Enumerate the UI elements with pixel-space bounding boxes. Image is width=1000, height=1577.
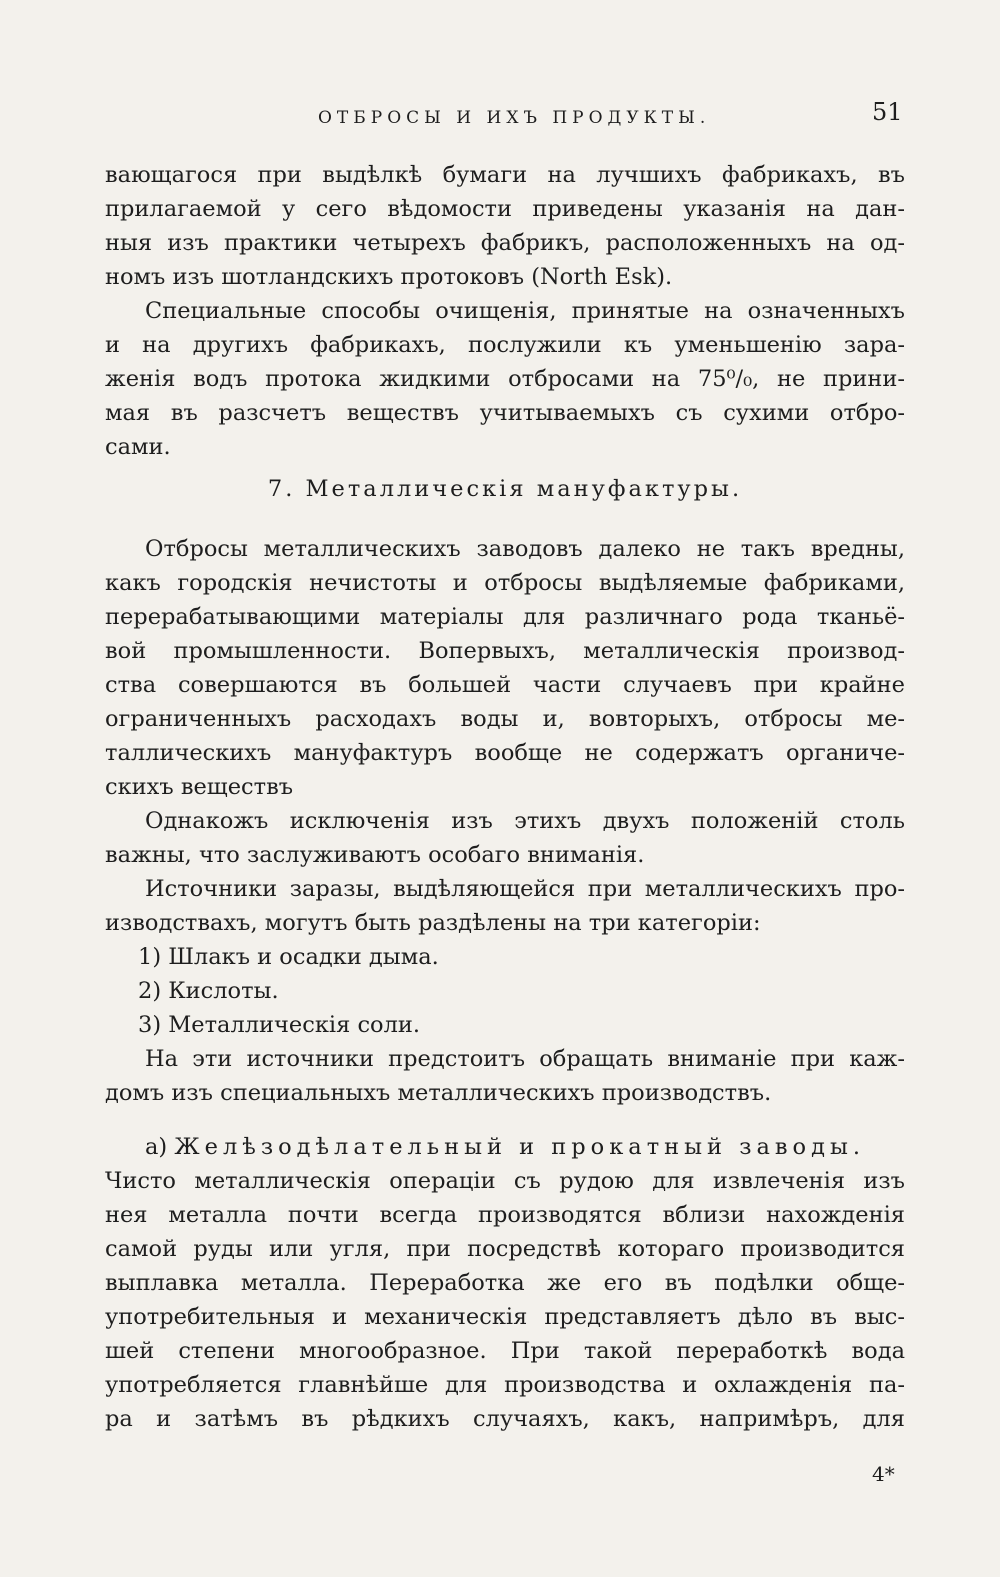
text-line: шей степени многообразное. При такой переработкѣ вода bbox=[105, 1338, 905, 1364]
text-line: изводствахъ, могутъ быть раздѣлены на три категоріи: bbox=[105, 910, 761, 936]
text-line: ограниченныхъ расходахъ воды и, вовторыхъ, отбросы ме- bbox=[105, 706, 905, 732]
text-line: перерабатывающими матеріалы для различнаго рода тканьё- bbox=[105, 604, 905, 630]
text-line: женія водъ протока жидкими отбросами на 75⁰/₀, не прини- bbox=[105, 366, 905, 392]
text-line: Чисто металлическія операціи съ рудою для извлеченія изъ bbox=[105, 1168, 905, 1194]
text-line: важны, что заслуживаютъ особаго вниманія. bbox=[105, 842, 645, 868]
text-line: вой промышленности. Вопервыхъ, металлическія производ- bbox=[105, 638, 905, 664]
text-line: мая въ разсчетъ веществъ учитываемыхъ съ сухими отбро- bbox=[105, 400, 905, 426]
subsection-title: Желѣзодѣлательный и прокатный заводы. bbox=[174, 1134, 866, 1160]
text-line: таллическихъ мануфактуръ вообще не содержатъ органиче- bbox=[105, 740, 905, 766]
text-line: ныя изъ практики четырехъ фабрикъ, расположенныхъ на од- bbox=[105, 230, 905, 256]
text-line: Отбросы металлическихъ заводовъ далеко не такъ вредны, bbox=[145, 536, 905, 562]
section-heading: 7. Металлическія мануфактуры. bbox=[267, 476, 743, 502]
text-line: домъ изъ специальныхъ металлическихъ производствъ. bbox=[105, 1080, 772, 1106]
list-item: 2) Кислоты. bbox=[138, 978, 279, 1004]
page-number: 51 bbox=[872, 98, 903, 126]
list-item: 3) Металлическія соли. bbox=[138, 1012, 421, 1038]
text-line: скихъ веществъ bbox=[105, 774, 294, 800]
text-line: вающагося при выдѣлкѣ бумаги на лучшихъ фабрикахъ, въ bbox=[105, 162, 905, 188]
text-line: выплавка металла. Переработка же его въ подѣлки обще- bbox=[105, 1270, 905, 1296]
text-line: Источники заразы, выдѣляющейся при металлическихъ про- bbox=[145, 876, 905, 902]
list-item: 1) Шлакъ и осадки дыма. bbox=[138, 944, 439, 970]
text-line: Однакожъ исключенія изъ этихъ двухъ положеній столь bbox=[145, 808, 905, 834]
text-line: номъ изъ шотландскихъ протоковъ (North Esk). bbox=[105, 264, 673, 290]
text-line: и на другихъ фабрикахъ, послужили къ уменьшенію зара- bbox=[105, 332, 905, 358]
subsection-label: a) bbox=[145, 1134, 168, 1160]
body-text bbox=[105, 158, 905, 1436]
text-line: На эти источники предстоитъ обращать вниманіе при каж- bbox=[145, 1046, 905, 1072]
subsection-heading bbox=[105, 1130, 905, 1164]
text-line: употребительныя и механическія представляетъ дѣло въ выс- bbox=[105, 1304, 905, 1330]
running-header: ОТБРОСЫ И ИХЪ ПРОДУКТЫ. bbox=[318, 108, 711, 128]
text-line: прилагаемой у сего вѣдомости приведены указанія на дан- bbox=[105, 196, 905, 222]
signature-mark: 4* bbox=[872, 1462, 895, 1486]
text-line: употребляется главнѣйше для производства и охлажденія па- bbox=[105, 1372, 905, 1398]
text-line: ства совершаются въ большей части случаевъ при крайне bbox=[105, 672, 905, 698]
text-line: сами. bbox=[105, 434, 171, 460]
text-line: какъ городскія нечистоты и отбросы выдѣляемые фабриками, bbox=[105, 570, 905, 596]
text-line: Специальные способы очищенія, принятые на означенныхъ bbox=[145, 298, 905, 324]
text-line: самой руды или угля, при посредствѣ котораго производится bbox=[105, 1236, 905, 1262]
text-line: нея металла почти всегда производятся вблизи нахожденія bbox=[105, 1202, 905, 1228]
text-line: ра и затѣмъ въ рѣдкихъ случаяхъ, какъ, напримѣръ, для bbox=[105, 1406, 905, 1432]
